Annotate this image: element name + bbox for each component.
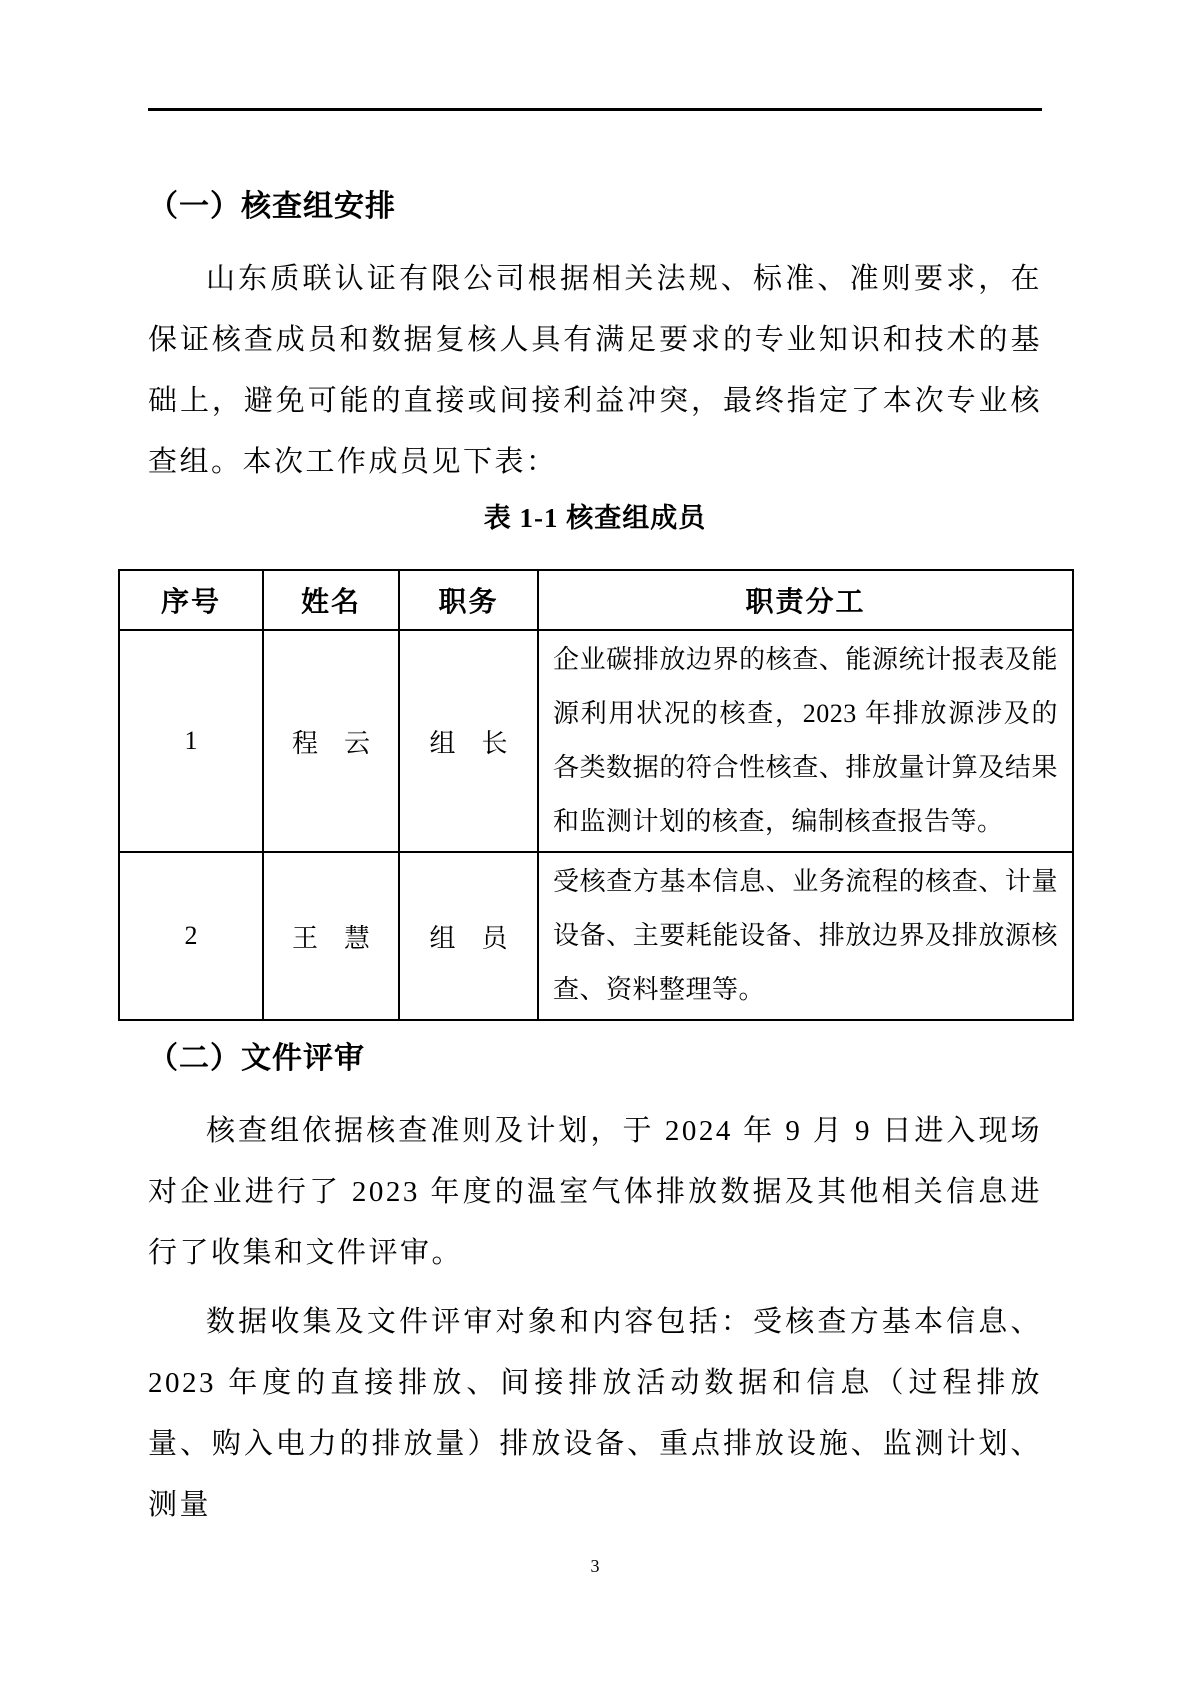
section-2-heading: （二）文件评审 [148,1042,365,1075]
table-row [119,630,1073,852]
section-1-heading: （一）核查组安排 [148,190,396,223]
column-header-index: 序号 [119,570,263,630]
cell-duty: 受核查方基本信息、业务流程的核查、计量设备、主要耗能设备、排放边界及排放源核查、资料整理等。 [538,852,1073,1020]
column-header-role: 职务 [399,570,538,630]
page-number: 3 [590,1556,600,1576]
column-header-name: 姓名 [263,570,399,630]
cell-duty: 企业碳排放边界的核查、能源统计报表及能源利用状况的核查，2023 年排放源涉及的各类数据的符合性核查、排放量计算及结果和监测计划的核查，编制核查报告等。 [538,630,1073,852]
header-rule [148,108,1042,111]
section-2-paragraph-1: 核查组依据核查准则及计划，于 2024 年 9 月 9 日进入现场对企业进行了 2023 年度的温室气体排放数据及其他相关信息进行了收集和文件评审。 [148,1115,1042,1269]
cell-index: 1 [119,630,263,852]
table-caption: 表 1-1 核查组成员 [483,503,707,533]
table-header-row [119,570,1073,630]
column-header-duty: 职责分工 [538,570,1073,630]
cell-name: 王 慧 [263,852,399,1020]
cell-name: 程 云 [263,630,399,852]
table-row [119,852,1073,1020]
cell-index: 2 [119,852,263,1020]
section-2-paragraph-2: 数据收集及文件评审对象和内容包括：受核查方基本信息、2023 年度的直接排放、间接排放活动数据和信息（过程排放量、购入电力的排放量）排放设备、重点排放设施、监测计划、测量 [148,1306,1042,1521]
verification-team-table [118,569,1074,1021]
cell-role: 组 员 [399,852,538,1020]
cell-role: 组 长 [399,630,538,852]
section-1-paragraph: 山东质联认证有限公司根据相关法规、标准、准则要求，在保证核查成员和数据复核人具有满足要求的专业知识和技术的基础上，避免可能的直接或间接利益冲突，最终指定了本次专业核查组。本次工作成员见下表： [148,263,1042,478]
